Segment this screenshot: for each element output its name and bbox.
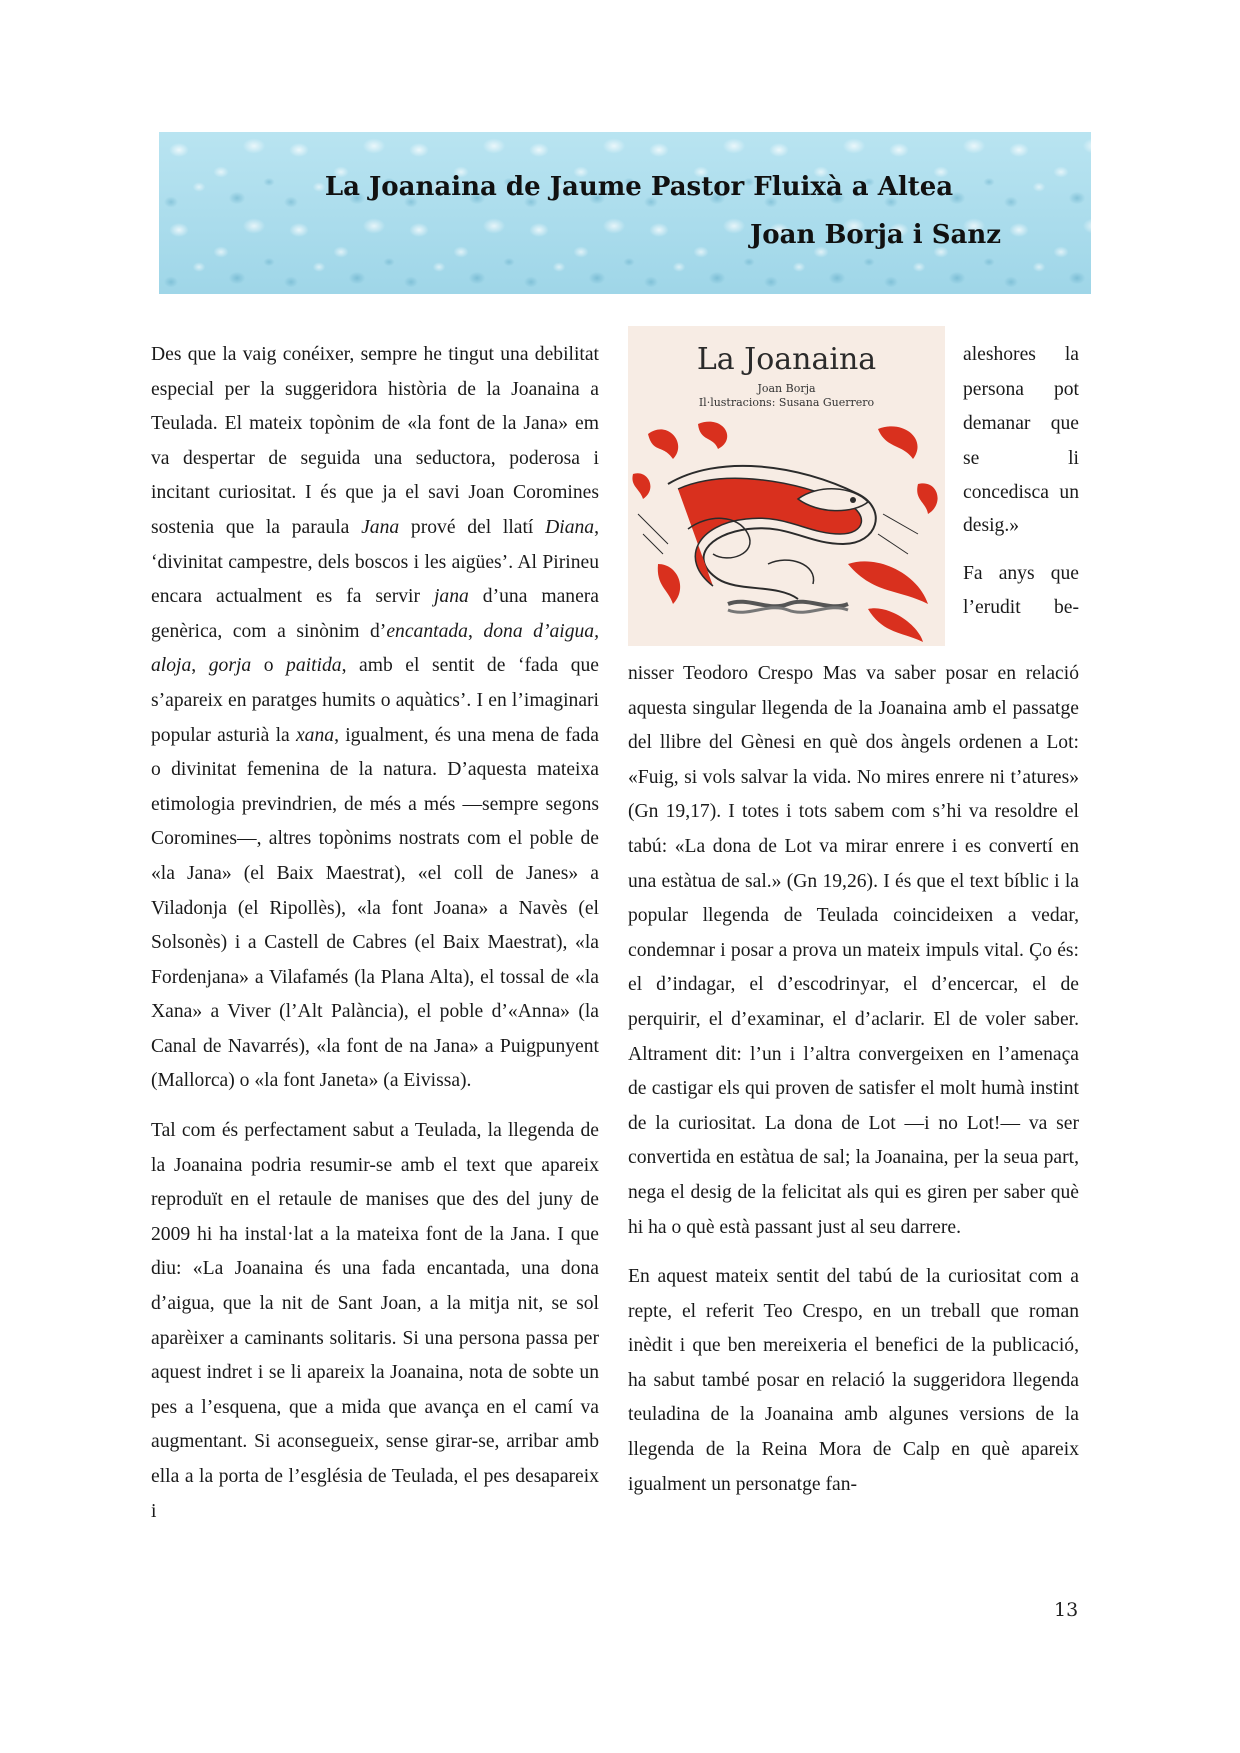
right-column bbox=[628, 657, 1079, 1517]
article-title: La Joanaina de Jaume Pastor Fluixà a Altea bbox=[324, 172, 954, 202]
paragraph: Tal com és perfectament sabut a Teulada, la llegenda de la Joanaina podria resumir-se amb el text que apareix reproduït en el retaule de manises que des del juny de 2009 hi ha instal·lat a la mateixa font de la Jana. I que diu: «La Joanaina és una fada encantada, una dona d’aigua, que la nit de Sant Joan, a la mitja nit, se sol aparèixer a caminants solitaris. Si una persona passa per aquest indret i se li apareix la Joanaina, nota de sobte un pes a l’esquena, que a mida que avança en el camí va augmentant. Si aconsegueix, sense girar-se, arribar amb ella a la porta de l’església de Teulada, el pes desapareix i bbox=[151, 1120, 599, 1522]
book-cover-image bbox=[628, 326, 945, 646]
paragraph: aleshores la persona pot demanar que se li concedisca un bbox=[963, 344, 1079, 504]
cover-illustrator: Il·lustracions: Susana Guerrero bbox=[698, 396, 875, 409]
dragon-illustration bbox=[628, 414, 945, 646]
right-column-beside-cover bbox=[963, 338, 1079, 639]
page-number: 13 bbox=[1054, 1599, 1079, 1621]
paragraph: nisser Teodoro Crespo Mas va saber posar en relació aquesta singular llegenda de la Joanaina amb el passatge del llibre del Gènesi en què dos àngels ordenen a Lot: «Fuig, si vols salvar la vida. No mires enrere ni t’atures» (Gn 19,17). I totes i tots sabem com s’hi va resoldre el tabú: «La dona de Lot va mirar enrere i es convertí en una estàtua de sal.» (Gn 19,26). I és que el text bíblic i la popular llegenda de Teulada coincideixen a vedar, condemnar i posar a prova un mateix impuls vital. Ço és: el d’indagar, el d’escodrinyar, el d’encercar, el de perquirir, el d’examinar, el d’aclarir. El de voler saber. Altrament dit: l’un i l’altra convergeixen en l’amenaça de castigar els qui proven de satisfer el molt humà instint de la curiositat. La dona de Lot —i no Lot!— va ser convertida en estàtua de sal; la Joanaina, per la seua part, nega el desig de la felicitat als qui es giren per saber què hi ha o què està passant just al seu darrere. bbox=[628, 663, 1079, 1238]
article-author: Joan Borja i Sanz bbox=[750, 220, 1001, 250]
left-column bbox=[151, 338, 599, 1544]
paragraph: En aquest mateix sentit del tabú de la curiositat com a repte, el referit Teo Crespo, en un treball que roman inèdit i que ben mereixeria el benefici de la publicació, ha sabut també posar en relació la suggeridora llegenda teuladina de la Joanaina amb algunes versions de la llegenda de la Reina Mora de Calp en què apareix igualment un personatge fan- bbox=[628, 1266, 1079, 1495]
paragraph: Des que la vaig conéixer, sempre he tingut una debilitat especial per la suggeridora història de la Joanaina a Teulada. El mateix topònim de «la font de la Jana» em va despertar de seguida una seductora, poderosa i incitant curiositat. I és que ja el savi Joan Coromines sostenia que la paraula Jana prové del llatí Diana, ‘divinitat campestre, dels boscos i les aigües’. Al Pirineu encara actualment es fa servir jana d’una manera genèrica, com a sinònim d’encantada, dona d’aigua, aloja, gorja o paitida, amb el sentit de ‘fada que s’apareix en paratges humits o aquàtics’. I en l’imaginari popular asturià la xana, igualment, és una mena de fada o divinitat femenina de la natura. D’aquesta mateixa etimologia previndrien, de més a més —sempre segons Coromines—, altres topònims nostrats com el poble de «la Jana» (el Baix Maestrat), «el coll de Janes» a Viladonja (el Ripollès), «la font Joana» a Navès (el Solsonès) i a Castell de Cabres (el Baix Maestrat), «la Fordenjana» a Vilafamés (la Plana Alta), el tossal de «la Xana» a Viver (l’Alt Palància), el poble d’«Anna» (la Canal de Navarrés), «la font de na Jana» a Puigpunyent (Mallorca) o «la font Janeta» (a Eivissa). bbox=[151, 344, 600, 1092]
header-banner bbox=[159, 132, 1091, 294]
cover-author: Joan Borja bbox=[757, 382, 816, 395]
paragraph: Fa anys que l’erudit be- bbox=[963, 562, 1079, 619]
paragraph: desig.» bbox=[963, 514, 1020, 536]
cover-title: La Joanaina bbox=[696, 342, 877, 377]
